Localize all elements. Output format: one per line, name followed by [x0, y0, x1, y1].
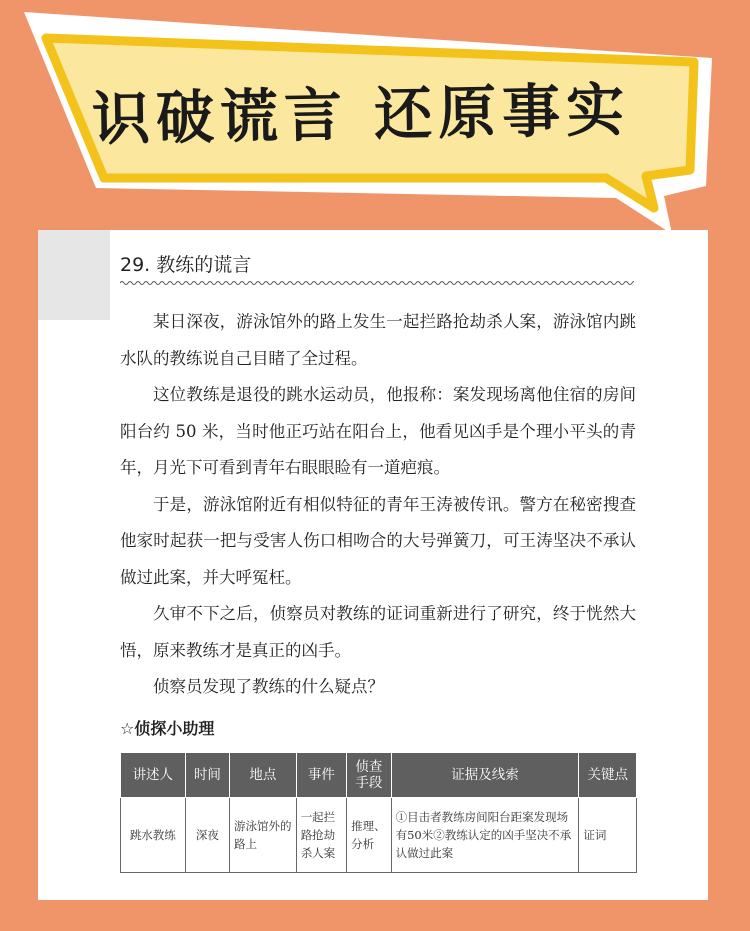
wavy-divider	[120, 280, 634, 286]
paragraph: 久审不下之后，侦察员对教练的证词重新进行了研究，终于恍然大悟，原来教练才是真正的凶手。	[120, 604, 636, 660]
paragraph: 于是，游泳馆附近有相似特征的青年王涛被传讯。警方在秘密搜查他家时起获一把与受害人伤口相吻合的大号弹簧刀，可王涛坚决不承认做过此案，并大呼冤枉。	[120, 494, 636, 587]
table-cell: 游泳馆外的路上	[230, 798, 297, 873]
document-page	[38, 230, 708, 900]
article-body	[120, 304, 636, 706]
paragraph: 某日深夜，游泳馆外的路上发生一起拦路抢劫杀人案，游泳馆内跳水队的教练说自己目睹了全过程。	[120, 312, 636, 368]
table-cell: 一起拦路抢劫杀人案	[296, 798, 346, 873]
column-header: 地点	[230, 753, 297, 798]
table-cell: 深夜	[185, 798, 229, 873]
table-cell: 跳水教练	[121, 798, 186, 873]
column-header: 关键点	[579, 753, 637, 798]
banner-title: 识破谎言 还原事实	[91, 75, 631, 154]
corner-tab	[38, 230, 110, 320]
table-cell: 证词	[579, 798, 637, 873]
question-paragraph: 侦察员发现了教练的什么疑点？	[153, 677, 384, 696]
column-header: 时间	[185, 753, 229, 798]
article-heading: 29. 教练的谎言	[120, 254, 252, 276]
clue-table	[120, 752, 637, 873]
table-cell: ①目击者教练房间阳台距案发现场有50米②教练认定的凶手坚决不承认做过此案	[391, 798, 579, 873]
table-cell: 推理、分析	[347, 798, 391, 873]
helper-title: ☆侦探小助理	[120, 719, 215, 738]
column-header: 证据及线索	[391, 753, 579, 798]
column-header: 事件	[296, 753, 346, 798]
table-row	[121, 798, 637, 873]
column-header: 侦查 手段	[347, 753, 391, 798]
table-header-row	[121, 753, 637, 798]
paragraph: 这位教练是退役的跳水运动员，他报称：案发现场离他住宿的房间阳台约 50 米，当时他正巧站在阳台上，他看见凶手是个理小平头的青年，月光下可看到青年右眼眼睑有一道疤痕。	[120, 385, 636, 477]
column-header: 讲述人	[121, 753, 186, 798]
